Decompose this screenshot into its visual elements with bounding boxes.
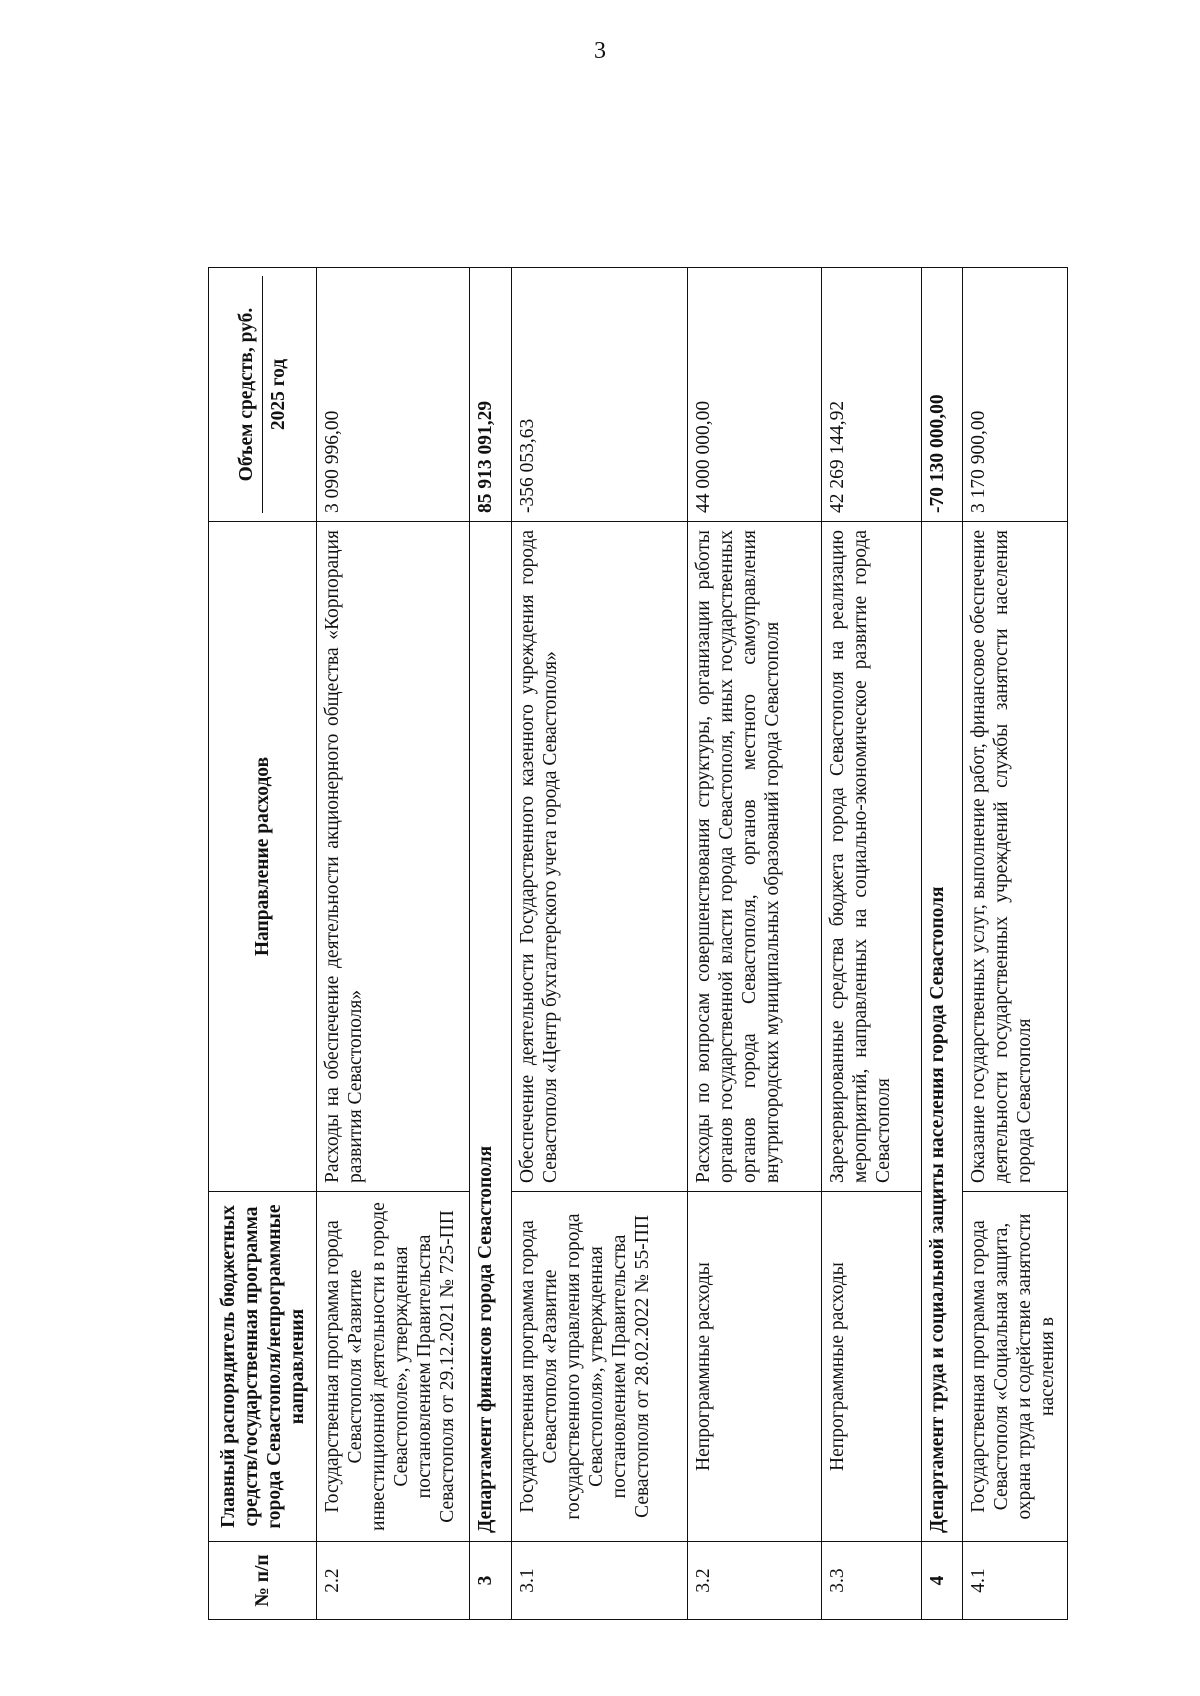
header-amount-year: 2025 год (268, 358, 289, 431)
row-num: 3.2 (687, 1542, 822, 1620)
department-name: Департамент финансов города Севастополя (470, 522, 511, 1542)
table-row (687, 268, 822, 1620)
row-direction: Обеспечение деятельности Государственного казенного учреждения города Севастополя «Центр бухгалтерского учета города Севастополя» (511, 522, 687, 1192)
row-num: 3 (470, 1542, 511, 1620)
table-row (963, 268, 1068, 1620)
table-row (317, 268, 470, 1620)
row-program: Непрограммные расходы (687, 1192, 822, 1542)
page-number: 3 (594, 38, 606, 64)
row-amount: 3 090 996,00 (317, 268, 470, 522)
department-row (921, 268, 962, 1620)
row-num: 3.3 (822, 1542, 921, 1620)
header-amount-label: Объем средств, руб. (235, 276, 263, 513)
row-amount: -70 130 000,00 (921, 268, 962, 522)
row-direction: Зарезервированные средства бюджета города Севастополя на реализацию мероприятий, направленных на социально-экономическое развитие города Севастополя (822, 522, 921, 1192)
row-direction: Оказание государственных услуг, выполнение работ, финансовое обеспечение деятельности государственных учреждений службы занятости населения города Севастополя (963, 522, 1068, 1192)
row-direction: Расходы на обеспечение деятельности акционерного общества «Корпорация развития Севастополя» (317, 522, 470, 1192)
row-direction: Расходы по вопросам совершенствования структуры, организации работы органов государственной власти города Севастополя, иных государственных органов города Севастополя, органов местного самоуправления внутригородских муниципальных образований города Севастополя (687, 522, 822, 1192)
budget-table (208, 267, 1068, 1620)
department-row (470, 268, 511, 1620)
rotated-table-container (208, 268, 1068, 1620)
header-num: № п/п (209, 1542, 317, 1620)
header-program: Главный распорядитель бюджетных средств/государственная программа города Севастополя/непрограммные направления (209, 1192, 317, 1542)
row-program: Государственная программа города Севастополя «Развитие государственного управления города Севастополя», утвержденная постановлением Правительства Севастополя от 28.02.2022 № 55-ПП (511, 1192, 687, 1542)
header-amount (209, 268, 317, 522)
row-amount: 42 269 144,92 (822, 268, 921, 522)
table-row (822, 268, 921, 1620)
row-num: 2.2 (317, 1542, 470, 1620)
row-amount: 3 170 900,00 (963, 268, 1068, 522)
row-amount: 44 000 000,00 (687, 268, 822, 522)
row-amount: 85 913 091,29 (470, 268, 511, 522)
table-row (511, 268, 687, 1620)
header-direction: Направление расходов (209, 522, 317, 1192)
table-header-row (209, 268, 317, 1620)
row-program: Государственная программа города Севастополя «Развитие инвестиционной деятельности в городе Севастополе», утвержденная постановлением Правительства Севастополя от 29.12.2021 № 725-ПП (317, 1192, 470, 1542)
row-program: Непрограммные расходы (822, 1192, 921, 1542)
row-num: 4 (921, 1542, 962, 1620)
row-num: 3.1 (511, 1542, 687, 1620)
row-amount: -356 053,63 (511, 268, 687, 522)
row-program: Государственная программа города Севастополя «Социальная защита, охрана труда и содействие занятости населения в (963, 1192, 1068, 1542)
row-num: 4.1 (963, 1542, 1068, 1620)
department-name: Департамент труда и социальной защиты населения города Севастополя (921, 522, 962, 1542)
